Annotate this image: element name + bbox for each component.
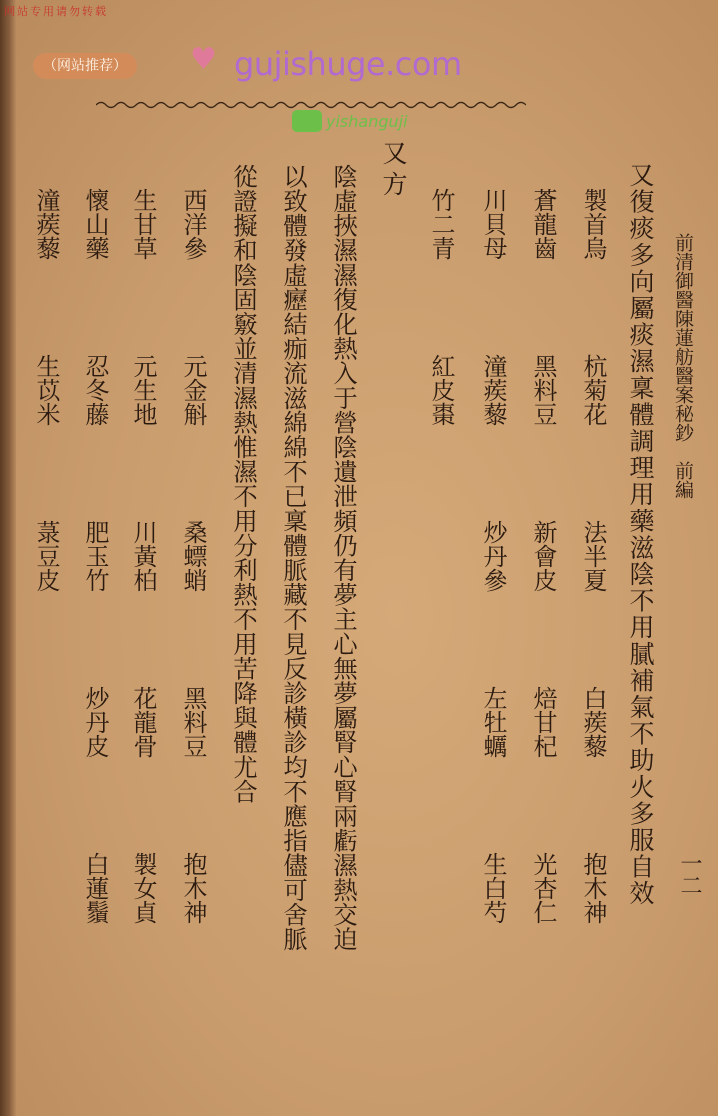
herb: 肥玉竹 xyxy=(81,520,109,592)
ornament-divider xyxy=(96,100,526,110)
book-spine-shadow xyxy=(0,0,16,1116)
case-text-line: 從證擬和陰固竅並清濕熱惟濕不用分利熱不用苦降與體尤合 xyxy=(229,164,258,804)
herb: 黑料豆 xyxy=(179,686,207,758)
herb: 忍冬藤 xyxy=(81,354,109,426)
herb: 白蒺藜 xyxy=(579,686,607,758)
herb: 花龍骨 xyxy=(129,686,157,758)
case-text-line: 陰虛挾濕濕復化熱入于營陰遺泄頻仍有夢主心無夢屬腎心腎兩虧濕熱交迫 xyxy=(329,164,358,952)
herb: 潼蒺藜 xyxy=(479,354,507,426)
case-text-line: 又復痰多向屬痰濕稟體調理用藥滋陰不用膩補氣不助火多服自效 xyxy=(626,162,655,907)
herb: 竹二青 xyxy=(427,188,455,260)
herb: 白蓮鬚 xyxy=(81,852,109,924)
herb: 懷山藥 xyxy=(81,188,109,260)
herb: 西洋參 xyxy=(179,188,207,260)
herb: 桑螵蛸 xyxy=(179,520,207,592)
herb: 左牡蠣 xyxy=(479,686,507,758)
herb: 炒丹皮 xyxy=(81,686,109,758)
herb: 元生地 xyxy=(129,354,157,426)
herb: 炒丹參 xyxy=(479,520,507,592)
herb: 黑料豆 xyxy=(529,354,557,426)
herb: 潼蒺藜 xyxy=(32,188,60,260)
herb: 生白芍 xyxy=(479,852,507,924)
herb: 光杏仁 xyxy=(529,852,557,924)
herb: 蒼龍齒 xyxy=(529,188,557,260)
top-watermark: 网站专用请勿转载 xyxy=(4,5,108,18)
herb: 菉豆皮 xyxy=(32,520,60,592)
herb: 杭菊花 xyxy=(579,354,607,426)
heart-icon: ♥ xyxy=(190,42,217,77)
running-header: 前清御醫陳蓮舫醫案秘鈔 前編 xyxy=(672,233,694,499)
herb: 焙甘杞 xyxy=(529,686,557,758)
herb: 抱木神 xyxy=(179,852,207,924)
herb: 元金斛 xyxy=(179,354,207,426)
herb: 法半夏 xyxy=(579,520,607,592)
site-logo: gujishuge.com xyxy=(234,45,462,83)
herb: 生甘草 xyxy=(129,188,157,260)
recommend-tag: （网站推荐） xyxy=(33,53,137,79)
herb: 製女貞 xyxy=(129,852,157,924)
herb: 製首烏 xyxy=(579,188,607,260)
sub-watermark: yishanguji xyxy=(326,112,408,131)
case-text-line: 以致體發虛癧結痂流滋綿綿不已稟體脈藏不見反診橫診均不應指儘可舍脈 xyxy=(279,164,308,952)
herb: 川貝母 xyxy=(479,188,507,260)
herb: 抱木神 xyxy=(579,852,607,924)
herb: 新會皮 xyxy=(529,520,557,592)
section-heading: 又方 xyxy=(379,140,408,202)
herb: 生苡米 xyxy=(32,354,60,426)
herb: 川黃柏 xyxy=(129,520,157,592)
wechat-icon xyxy=(292,110,322,132)
page-number: 一二 xyxy=(677,852,702,896)
herb: 紅皮棗 xyxy=(427,354,455,426)
